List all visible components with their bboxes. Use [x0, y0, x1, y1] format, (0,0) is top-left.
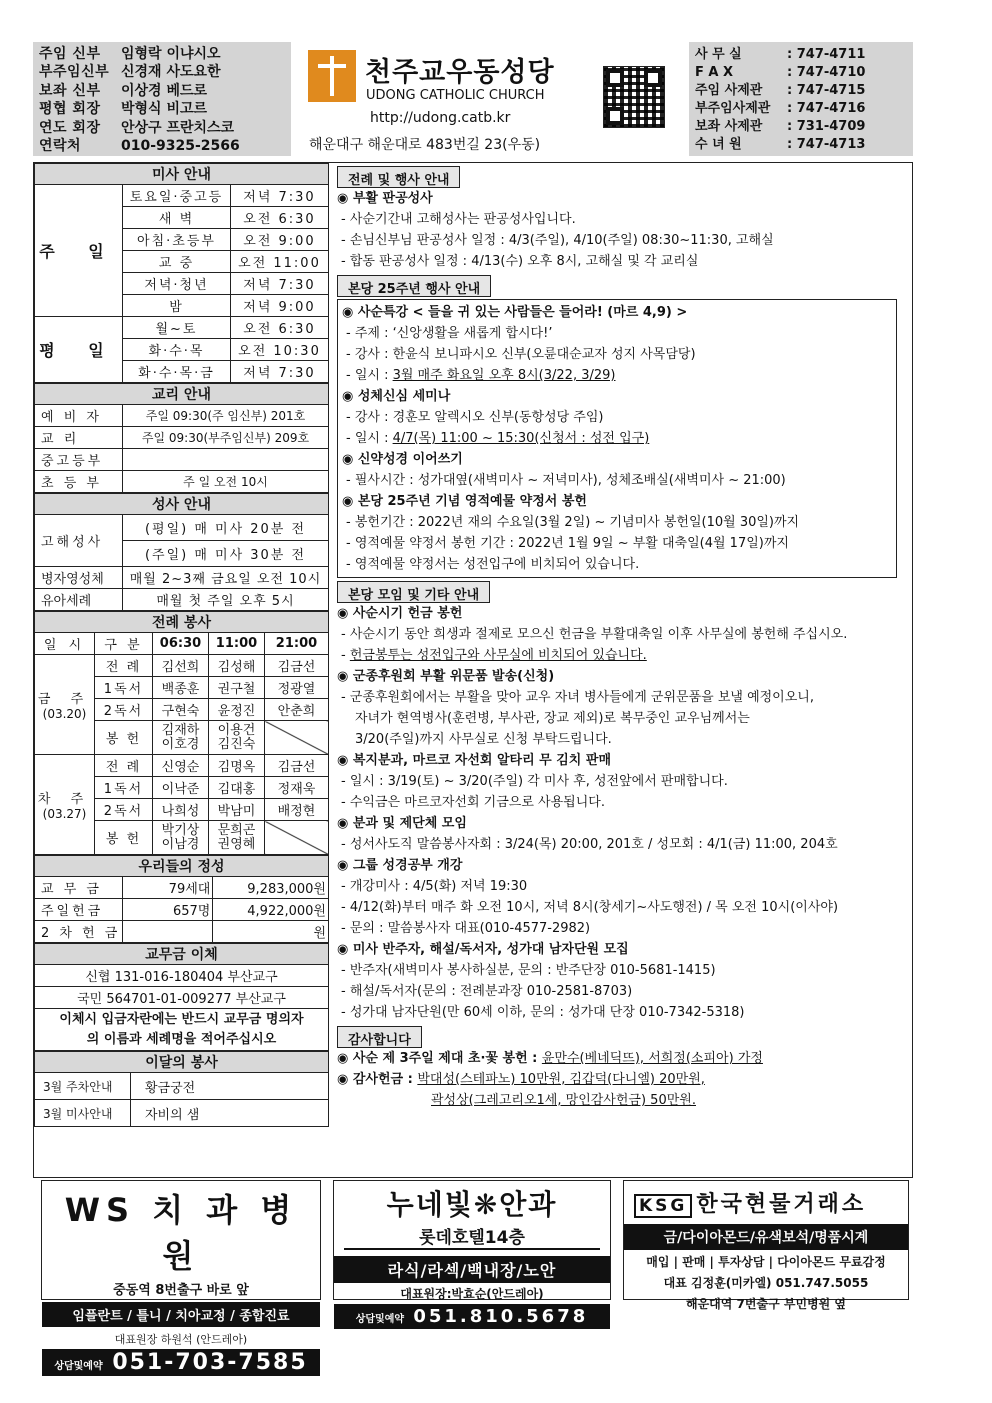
column-header: 11:00 [209, 633, 265, 655]
list-item: - 군종후원회에서는 부활을 맞아 교우 자녀 병사들에게 군위문품을 보낼 예정이오니, [341, 690, 814, 705]
table-cell: 교 무 금 [35, 877, 123, 899]
table-cell: 657명 [123, 899, 213, 921]
table-row [35, 877, 329, 899]
list-item: - 4/12(화)부터 매주 화 오전 10시, 저녁 8시(창세기~사도행전) / 목 오전 10시(이사야) [341, 900, 839, 915]
ad-eye-clinic[interactable] [333, 1180, 611, 1327]
ad-exchange[interactable] [623, 1180, 909, 1311]
contact-number: : 747-4716 [787, 101, 866, 117]
table-row [35, 899, 329, 921]
list-item: - 해설/독서자(문의 : 전례분과장 010-2581-8703) [341, 984, 633, 999]
table-cell: 안춘희 [265, 699, 329, 721]
staff-name: 박형식 비고르 [121, 101, 208, 118]
table-row [35, 612, 329, 633]
table-cell: 봉 헌 [95, 821, 153, 855]
item-heading: ◉ 복지분과, 마르코 자선회 알타리 무 김치 판매 [337, 753, 612, 768]
list-item: - 강사 : 경훈모 알렉시오 신부(동항성당 주임) [346, 410, 604, 425]
contact-label: 주임 사제관 [695, 83, 763, 99]
church-address: 해운대구 해운대로 483번길 23(우동) [309, 137, 541, 153]
table-cell: 김금선 [265, 655, 329, 677]
table-cell: 2독서 [95, 699, 153, 721]
transfer-note: 이체시 입금자란에는 반드시 교무금 명의자의 이름과 세례명을 적어주십시오 [35, 1009, 329, 1051]
table-row [35, 185, 329, 207]
list-item: - 성가대 남자단원(만 60세 이하, 문의 : 성가대 단장 010-7342-5318) [341, 1005, 745, 1020]
table-cell: 저녁 7:30 [231, 273, 329, 295]
contact-row [695, 100, 913, 118]
staff-list [33, 42, 291, 156]
table-cell: 화·수·목 [123, 339, 231, 361]
contact-number: : 747-4713 [787, 137, 866, 153]
staff-row [39, 45, 291, 63]
staff-row [39, 100, 291, 118]
staff-row [39, 137, 291, 155]
service-table [34, 611, 329, 855]
table-cell: 정광열 [265, 677, 329, 699]
section-header: 이달의 봉사 [35, 1052, 329, 1073]
list-item: - 문의 : 말씀봉사자 대표(010-4577-2982) [341, 921, 591, 936]
table-cell: 박남미 [209, 799, 265, 821]
staff-name: 이상경 베드로 [121, 82, 208, 99]
column-header: 일 시 [35, 633, 95, 655]
table-cell: 예 비 자 [35, 405, 123, 427]
thanks-offering: ◉ 감사헌금 : 박대성(스테파노) 10만원, 김갑덕(다니엘) 20만원, [337, 1072, 705, 1087]
list-item: - 사순시기 동안 희생과 절제로 모으신 헌금을 부활대축일 이후 사무실에 봉헌해 주십시오. [341, 627, 848, 642]
week-name: 금 주 [37, 692, 92, 707]
table-cell: 2독서 [95, 799, 153, 821]
table-cell: 교 리 [35, 427, 123, 449]
table-cell: 김금선 [265, 755, 329, 777]
table-row [35, 1073, 329, 1100]
staff-role: 주임 신부 [39, 46, 101, 62]
table-cell: 신영순 [153, 755, 209, 777]
table-cell: 오전 9:00 [231, 229, 329, 251]
section-title-meetings: 본당 모임 및 기타 안내 [337, 581, 490, 603]
table-cell: 박기상 이남경 [153, 821, 209, 855]
contact-number: : 747-4711 [787, 47, 866, 62]
table-cell: (주일) 매 미사 30분 전 [123, 541, 329, 567]
table-cell: 1독서 [95, 677, 153, 699]
staff-name: 임형락 이냐시오 [121, 46, 221, 62]
list-item: - 영적예물 약정서 봉헌 기간 : 2022년 1월 9일 ~ 부활 대축일(4월 17일)까지 [346, 536, 789, 551]
table-cell: 주일헌금 [35, 899, 123, 921]
section-header: 미사 안내 [35, 164, 329, 185]
list-item: - 헌금봉투는 성전입구와 사무실에 비치되어 있습니다. [341, 648, 647, 663]
table-cell: 3월 주차안내 [35, 1073, 131, 1100]
table-row [35, 427, 329, 449]
table-row [35, 317, 329, 339]
table-cell: 아침·초등부 [123, 229, 231, 251]
table-row [35, 405, 329, 427]
section-header: 교무금 이체 [35, 944, 329, 965]
item-heading: ◉ 사순특강 < 들을 귀 있는 사람들은 들어라! (마르 4,9) > [342, 305, 688, 320]
contact-list [689, 42, 913, 156]
staff-role: 연도 회장 [39, 119, 101, 136]
table-cell: 황금궁전 [131, 1073, 329, 1100]
item-heading: ◉ 성체신심 세미나 [342, 389, 451, 404]
table-cell: 새 벽 [123, 207, 231, 229]
staff-row [39, 119, 291, 137]
column-header: 구 분 [95, 633, 153, 655]
table-cell: 정재욱 [265, 777, 329, 799]
list-item: - 일시 : 3/19(토) ~ 3/20(주일) 각 미사 후, 성전앞에서 판매합니다. [341, 774, 728, 789]
table-cell: 나희성 [153, 799, 209, 821]
table-row [35, 921, 329, 943]
table-cell: 1독서 [95, 777, 153, 799]
table-row [35, 384, 329, 405]
church-url[interactable]: http://udong.catb.kr [370, 110, 511, 126]
account-row: 국민 564701-01-009277 부산교구 [35, 987, 329, 1009]
section-header: 교리 안내 [35, 384, 329, 405]
table-row [35, 1052, 329, 1073]
table-cell: 자비의 샘 [131, 1100, 329, 1127]
table-cell: 김명옥 [209, 755, 265, 777]
item-heading: ◉ 군종후원회 부활 위문품 발송(신청) [337, 669, 555, 684]
list-item: 자녀가 현역병사(훈련병, 부사관, 장교 제외)로 복무중인 교우님께서는 [355, 711, 750, 726]
table-row [35, 965, 329, 987]
staff-name: 신경재 사도요한 [121, 64, 221, 81]
main-frame [33, 162, 913, 1178]
table-cell: 병자영성체 [35, 567, 123, 589]
staff-role: 연락처 [39, 138, 82, 155]
table-cell: 원 [213, 921, 329, 943]
staff-name: 010-9325-2566 [121, 138, 240, 155]
table-row [35, 655, 329, 677]
table-cell: 이용건 김진숙 [209, 721, 265, 755]
table-cell: 저녁 7:30 [231, 185, 329, 207]
table-row [35, 494, 329, 515]
table-cell: 구현숙 [153, 699, 209, 721]
list-item: - 필사시간 : 성가대옆(새벽미사 ~ 저녁미사), 성체조배실(새벽미사 ~ 21:00) [346, 473, 786, 488]
offering-table [34, 855, 329, 943]
ad-line: 해운대역 7번출구 부민병원 옆 [686, 1297, 846, 1311]
list-item: - 강사 : 한윤식 보니파시오 신부(오륜대순교자 성지 사목담당) [346, 347, 696, 362]
ad-line: 대표 김정훈(미카엘) 051.747.5055 [663, 1276, 869, 1290]
table-cell: 오전 6:30 [231, 317, 329, 339]
list-item: - 합동 판공성사 일정 : 4/13(수) 오후 8시, 고해실 및 각 교리실 [341, 254, 699, 269]
table-row [35, 633, 329, 655]
section-header: 성사 안내 [35, 494, 329, 515]
ad-rep: 대표원장:박효순(안드레아) [400, 1287, 544, 1301]
table-row [35, 755, 329, 777]
ad-location: 중동역 8번출구 바로 앞 [113, 1283, 249, 1298]
list-item: - 성서사도직 말씀봉사자회 : 3/24(목) 20:00, 201호 / 성모회 : 4/1(금) 11:00, 204호 [341, 837, 838, 852]
section-title-anniversary: 본당 25주년 행사 안내 [337, 275, 491, 297]
ad-services: 라식/라섹/백내장/노안 [334, 1256, 610, 1283]
contact-number: : 731-4709 [787, 119, 866, 135]
table-cell [265, 821, 329, 855]
table-cell: 교 중 [123, 251, 231, 273]
week-date: (03.27) [42, 807, 87, 821]
table-cell: 중고등부 [35, 449, 123, 471]
ad-title: KSG 한국현물거래소 [634, 1187, 908, 1218]
ad-location: 롯데호텔14층 [344, 1223, 600, 1250]
table-cell: 김재하 이호경 [153, 721, 209, 755]
contact-row [695, 118, 913, 136]
staff-role: 평협 회장 [39, 101, 101, 118]
list-item: - 봉헌기간 : 2022년 재의 수요일(3월 2일) ~ 기념미사 봉헌일(10월 30일)까지 [346, 515, 800, 530]
table-row [35, 471, 329, 493]
mass-table [34, 163, 329, 383]
staff-role: 부주임신부 [39, 64, 110, 81]
column-header: 21:00 [265, 633, 329, 655]
table-row [35, 567, 329, 589]
table-cell: 김대홍 [209, 777, 265, 799]
anniversary-box [337, 299, 897, 578]
list-item: - 일시 : 3월 매주 화요일 오후 8시(3/22, 3/29) [346, 368, 616, 383]
table-cell: 고해성사 [35, 515, 123, 567]
column-header: 06:30 [153, 633, 209, 655]
ad-title: WS 치 과 병 원 [64, 1191, 298, 1275]
table-row [35, 515, 329, 541]
table-cell: 권구철 [209, 677, 265, 699]
day-label: 주 일 [35, 185, 123, 317]
item-heading: ◉ 부활 판공성사 [337, 191, 433, 206]
table-row [35, 856, 329, 877]
table-cell: 김성해 [209, 655, 265, 677]
contact-label: 수 녀 원 [695, 137, 742, 153]
staff-name: 안상구 프란치스코 [121, 119, 235, 136]
table-cell: 김선희 [153, 655, 209, 677]
table-cell: 오전 11:00 [231, 251, 329, 273]
thanks-offering-cont: 곽성상(그레고리오1세, 망인감사헌금) 50만원. [431, 1093, 696, 1108]
week-name: 차 주 [37, 792, 92, 807]
table-cell: 전 례 [95, 655, 153, 677]
ksg-logo: KSG [634, 1194, 692, 1218]
table-cell: (평일) 매 미사 20분 전 [123, 515, 329, 541]
table-cell: 저녁 9:00 [231, 295, 329, 317]
contact-row [695, 82, 913, 100]
list-item: - 수익금은 마르코자선회 기금으로 사용됩니다. [341, 795, 605, 810]
table-row [35, 449, 329, 471]
list-item: - 영적예물 약정서는 성전입구에 비치되어 있습니다. [346, 557, 640, 572]
item-heading: ◉ 사순시기 헌금 봉헌 [337, 606, 463, 621]
table-row [35, 944, 329, 965]
table-row [35, 1009, 329, 1051]
list-item: - 개강미사 : 4/5(화) 저녁 19:30 [341, 879, 528, 894]
ad-services: 금/다이아몬드/유색보석/명품시계 [624, 1224, 908, 1250]
table-cell: 3월 미사안내 [35, 1100, 131, 1127]
list-item: - 손님신부님 판공성사 일정 : 4/3(주일), 4/10(주일) 08:30~11:30, 고해실 [341, 233, 774, 248]
table-cell [123, 921, 213, 943]
table-cell: 오전 10:30 [231, 339, 329, 361]
table-cell: 9,283,000원 [213, 877, 329, 899]
contact-row [695, 46, 913, 64]
staff-row [39, 82, 291, 100]
ad-phone: 상담및예약 051.810.5678 [334, 1304, 610, 1329]
ad-line: 매입 | 판매 | 투자상담 | 다이아몬드 무료감정 [646, 1255, 886, 1269]
item-heading: ◉ 미사 반주자, 해설/독서자, 성가대 남자단원 모집 [337, 942, 629, 957]
ad-phone: 상담및예약 051-703-7585 [42, 1349, 320, 1376]
church-name: 천주교우동성당 [365, 57, 555, 88]
contact-row [695, 136, 913, 154]
list-item: - 사순기간내 고해성사는 판공성사입니다. [341, 212, 576, 227]
contact-row [695, 64, 913, 82]
ad-dental[interactable] [41, 1180, 321, 1375]
table-row [35, 164, 329, 185]
table-cell: 매월 첫 주일 오후 5시 [123, 589, 329, 611]
transfer-table [34, 943, 329, 1051]
week-label [35, 755, 95, 855]
day-label: 평 일 [35, 317, 123, 383]
item-heading: ◉ 신약성경 이어쓰기 [342, 452, 463, 467]
ads-row [33, 1180, 913, 1375]
section-header: 전례 봉사 [35, 612, 329, 633]
right-column [337, 163, 911, 1111]
catechism-table [34, 383, 329, 493]
table-cell: 봉 헌 [95, 721, 153, 755]
table-cell: 저녁 7:30 [231, 361, 329, 383]
table-cell: 전 례 [95, 755, 153, 777]
contact-label: 보좌 사제관 [695, 119, 763, 135]
section-title-liturgy: 전례 및 행사 안내 [337, 166, 460, 188]
table-cell: 79세대 [123, 877, 213, 899]
church-logo [308, 50, 356, 102]
list-item: 3/20(주일)까지 사무실로 신청 부탁드립니다. [355, 732, 612, 747]
table-cell: 밤 [123, 295, 231, 317]
contact-number: : 747-4710 [787, 65, 866, 81]
table-cell: 이낙준 [153, 777, 209, 799]
list-item: - 주제 : ‘신앙생활을 새롭게 합시다!’ [346, 326, 553, 341]
ad-title: 누네빛❋안과 [386, 1188, 558, 1221]
church-name-en: UDONG CATHOLIC CHURCH [366, 88, 545, 103]
contact-label: 사 무 실 [695, 47, 742, 62]
contact-label: F A X [695, 65, 734, 81]
left-column [34, 163, 329, 1127]
item-heading: ◉ 그룹 성경공부 개강 [337, 858, 463, 873]
table-cell: 4,922,000원 [213, 899, 329, 921]
table-cell: 토요일·중고등 [123, 185, 231, 207]
table-cell: 초 등 부 [35, 471, 123, 493]
table-cell: 유아세례 [35, 589, 123, 611]
section-header: 우리들의 정성 [35, 856, 329, 877]
staff-role: 보좌 신부 [39, 82, 101, 99]
table-cell: 주 일 오전 10시 [123, 471, 329, 493]
thanks-flowers: ◉ 사순 제 3주일 제대 초·꽃 봉헌 : 윤만수(베네딕뜨), 서희정(소피아) 가정 [337, 1051, 763, 1066]
table-cell: 저녁·청년 [123, 273, 231, 295]
week-date: (03.20) [42, 707, 87, 721]
table-cell: 오전 6:30 [231, 207, 329, 229]
list-item: - 반주자(새벽미사 봉사하실분, 문의 : 반주단장 010-5681-1415) [341, 963, 716, 978]
table-cell: 윤정진 [209, 699, 265, 721]
table-cell: 월~토 [123, 317, 231, 339]
header [33, 40, 913, 158]
sacrament-table [34, 493, 329, 611]
list-item: - 일시 : 4/7(목) 11:00 ~ 15:30(신청서 : 성전 입구) [346, 431, 650, 446]
monthly-service-table [34, 1051, 329, 1127]
account-row: 신협 131-016-180404 부산교구 [35, 965, 329, 987]
table-cell: 문희곤 권영혜 [209, 821, 265, 855]
bulletin-page [33, 40, 913, 1375]
ad-rep: 대표원장 하원석 (안드레아) [114, 1333, 248, 1346]
table-cell: 백종훈 [153, 677, 209, 699]
staff-row [39, 63, 291, 81]
item-heading: ◉ 분과 및 제단체 모임 [337, 816, 467, 831]
table-cell [123, 449, 329, 471]
table-cell: 화·수·목·금 [123, 361, 231, 383]
qr-code-icon[interactable] [603, 66, 665, 128]
item-heading: ◉ 본당 25주년 기념 영적예물 약정서 봉헌 [342, 494, 587, 509]
contact-number: : 747-4715 [787, 83, 866, 99]
table-cell: 배정현 [265, 799, 329, 821]
table-cell: 2 차 헌 금 [35, 921, 123, 943]
table-cell: 매월 2~3째 금요일 오전 10시 [123, 567, 329, 589]
table-row [35, 1100, 329, 1127]
table-cell: 주일 09:30(부주임신부) 209호 [123, 427, 329, 449]
table-cell [265, 721, 329, 755]
ad-services: 임플란트 / 틀니 / 치아교정 / 종합진료 [42, 1302, 320, 1327]
table-row [35, 987, 329, 1009]
table-row [35, 589, 329, 611]
table-cell: 주일 09:30(주 임신부) 201호 [123, 405, 329, 427]
contact-label: 부주임사제관 [695, 101, 771, 117]
section-title-thanks: 감사합니다 [337, 1026, 422, 1048]
week-label [35, 655, 95, 755]
